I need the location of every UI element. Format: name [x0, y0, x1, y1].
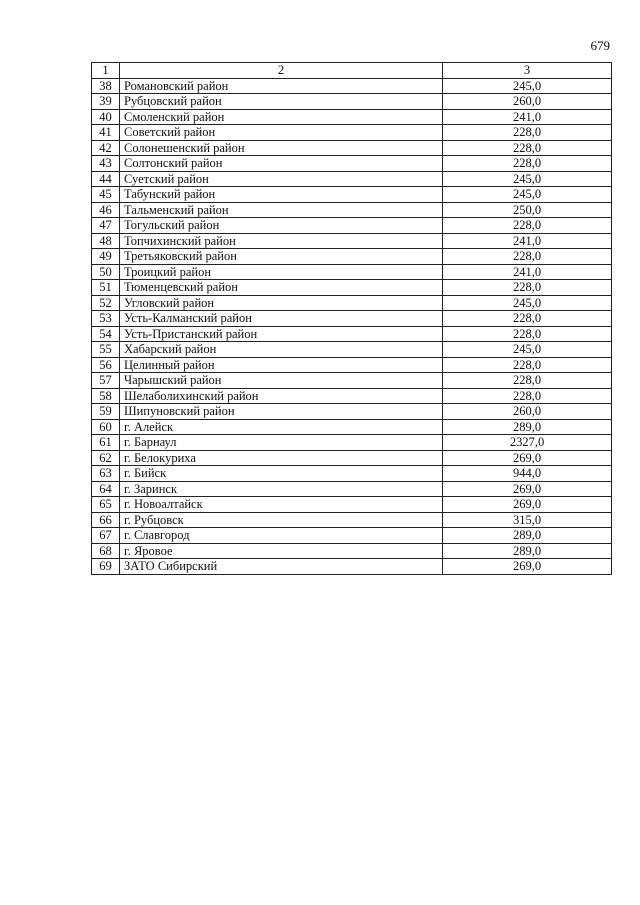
table-row	[92, 419, 612, 435]
row-number: 68	[92, 543, 120, 559]
row-value: 269,0	[443, 450, 612, 466]
row-number: 44	[92, 171, 120, 187]
column-header-3: 3	[443, 63, 612, 79]
header-row	[92, 63, 612, 79]
row-number: 53	[92, 311, 120, 327]
row-name: Табунский район	[120, 187, 443, 203]
table-row	[92, 125, 612, 141]
table-row	[92, 357, 612, 373]
row-value: 228,0	[443, 218, 612, 234]
row-value: 250,0	[443, 202, 612, 218]
row-number: 63	[92, 466, 120, 482]
table-row	[92, 388, 612, 404]
table-row	[92, 450, 612, 466]
row-name: Тальменский район	[120, 202, 443, 218]
row-number: 49	[92, 249, 120, 265]
row-name: г. Барнаул	[120, 435, 443, 451]
row-number: 38	[92, 78, 120, 94]
table-header	[92, 63, 612, 79]
row-number: 59	[92, 404, 120, 420]
row-name: г. Алейск	[120, 419, 443, 435]
row-value: 228,0	[443, 249, 612, 265]
table-row	[92, 404, 612, 420]
row-name: Усть-Пристанский район	[120, 326, 443, 342]
row-value: 944,0	[443, 466, 612, 482]
table-row	[92, 156, 612, 172]
row-name: Суетский район	[120, 171, 443, 187]
row-number: 64	[92, 481, 120, 497]
row-value: 245,0	[443, 342, 612, 358]
row-value: 241,0	[443, 233, 612, 249]
row-value: 228,0	[443, 388, 612, 404]
table-body	[92, 78, 612, 574]
row-value: 241,0	[443, 264, 612, 280]
row-name: Хабарский район	[120, 342, 443, 358]
table-row	[92, 295, 612, 311]
row-name: Троицкий район	[120, 264, 443, 280]
column-header-1: 1	[92, 63, 120, 79]
row-value: 315,0	[443, 512, 612, 528]
table-row	[92, 78, 612, 94]
row-number: 39	[92, 94, 120, 110]
column-header-2: 2	[120, 63, 443, 79]
row-number: 66	[92, 512, 120, 528]
row-name: г. Рубцовск	[120, 512, 443, 528]
table-row	[92, 202, 612, 218]
row-value: 228,0	[443, 140, 612, 156]
table-row	[92, 559, 612, 575]
row-number: 50	[92, 264, 120, 280]
row-number: 60	[92, 419, 120, 435]
table-row	[92, 94, 612, 110]
row-name: Солтонский район	[120, 156, 443, 172]
table-row	[92, 481, 612, 497]
table-row	[92, 187, 612, 203]
row-name: Третьяковский район	[120, 249, 443, 265]
row-value: 269,0	[443, 481, 612, 497]
row-number: 40	[92, 109, 120, 125]
table-row	[92, 528, 612, 544]
row-number: 41	[92, 125, 120, 141]
table-row	[92, 466, 612, 482]
row-name: г. Бийск	[120, 466, 443, 482]
row-value: 228,0	[443, 357, 612, 373]
table-row	[92, 264, 612, 280]
table-row	[92, 171, 612, 187]
row-number: 65	[92, 497, 120, 513]
row-value: 241,0	[443, 109, 612, 125]
row-number: 58	[92, 388, 120, 404]
row-value: 245,0	[443, 295, 612, 311]
row-name: Романовский район	[120, 78, 443, 94]
row-value: 228,0	[443, 280, 612, 296]
row-name: Смоленский район	[120, 109, 443, 125]
row-value: 228,0	[443, 125, 612, 141]
row-name: Целинный район	[120, 357, 443, 373]
table-row	[92, 543, 612, 559]
row-name: Топчихинский район	[120, 233, 443, 249]
row-number: 57	[92, 373, 120, 389]
row-number: 54	[92, 326, 120, 342]
row-name: Угловский район	[120, 295, 443, 311]
row-value: 269,0	[443, 559, 612, 575]
row-value: 289,0	[443, 543, 612, 559]
row-name: г. Новоалтайск	[120, 497, 443, 513]
table-row	[92, 218, 612, 234]
row-number: 43	[92, 156, 120, 172]
row-name: ЗАТО Сибирский	[120, 559, 443, 575]
row-name: Усть-Калманский район	[120, 311, 443, 327]
table-row	[92, 373, 612, 389]
row-name: г. Славгород	[120, 528, 443, 544]
row-value: 289,0	[443, 419, 612, 435]
row-name: Тюменцевский район	[120, 280, 443, 296]
row-number: 48	[92, 233, 120, 249]
data-table	[91, 62, 612, 575]
table-row	[92, 435, 612, 451]
row-value: 228,0	[443, 311, 612, 327]
row-name: Шелаболихинский район	[120, 388, 443, 404]
row-number: 67	[92, 528, 120, 544]
row-name: г. Яровое	[120, 543, 443, 559]
row-name: Рубцовский район	[120, 94, 443, 110]
row-number: 46	[92, 202, 120, 218]
row-value: 245,0	[443, 171, 612, 187]
table-row	[92, 512, 612, 528]
row-name: Советский район	[120, 125, 443, 141]
row-name: Солонешенский район	[120, 140, 443, 156]
row-name: Тогульский район	[120, 218, 443, 234]
row-name: г. Заринск	[120, 481, 443, 497]
table-row	[92, 280, 612, 296]
row-value: 269,0	[443, 497, 612, 513]
table-row	[92, 109, 612, 125]
row-value: 260,0	[443, 94, 612, 110]
row-number: 47	[92, 218, 120, 234]
row-value: 228,0	[443, 156, 612, 172]
page-number: 679	[590, 38, 610, 53]
row-number: 62	[92, 450, 120, 466]
row-number: 45	[92, 187, 120, 203]
row-name: г. Белокуриха	[120, 450, 443, 466]
table-row	[92, 311, 612, 327]
table-row	[92, 326, 612, 342]
table-row	[92, 342, 612, 358]
row-name: Чарышский район	[120, 373, 443, 389]
row-value: 245,0	[443, 78, 612, 94]
row-number: 55	[92, 342, 120, 358]
table-row	[92, 233, 612, 249]
row-number: 52	[92, 295, 120, 311]
row-value: 260,0	[443, 404, 612, 420]
row-value: 228,0	[443, 373, 612, 389]
row-value: 2327,0	[443, 435, 612, 451]
table-row	[92, 497, 612, 513]
row-number: 56	[92, 357, 120, 373]
row-number: 42	[92, 140, 120, 156]
row-value: 245,0	[443, 187, 612, 203]
row-name: Шипуновский район	[120, 404, 443, 420]
row-value: 289,0	[443, 528, 612, 544]
table-row	[92, 249, 612, 265]
row-value: 228,0	[443, 326, 612, 342]
row-number: 69	[92, 559, 120, 575]
row-number: 51	[92, 280, 120, 296]
table-row	[92, 140, 612, 156]
row-number: 61	[92, 435, 120, 451]
